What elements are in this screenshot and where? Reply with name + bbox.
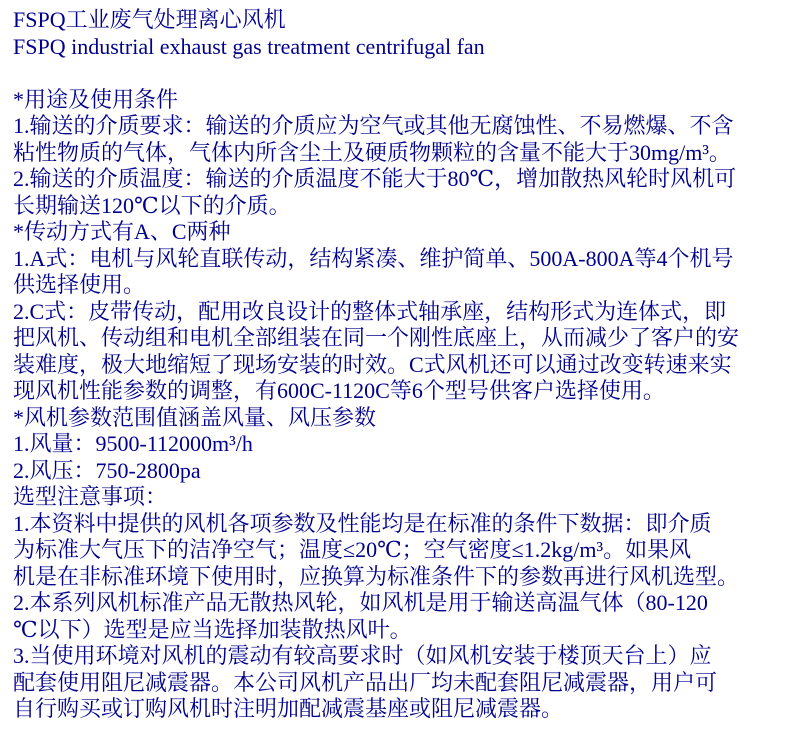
doc-line: 1.输送的介质要求：输送的介质应为空气或其他无腐蚀性、不易燃爆、不含 (13, 113, 734, 138)
doc-line: 长期输送120℃以下的介质。 (13, 192, 291, 218)
doc-line: 1.本资料中提供的风机各项参数及性能均是在标准的条件下数据：即介质 (13, 510, 712, 536)
doc-line: 装难度，极大地缩短了现场安装的时效。C式风机还可以通过改变转速来实 (13, 351, 732, 377)
air-volume-line: 1.风量：9500-112000m³/h (13, 431, 253, 456)
doc-line: 供选择使用。 (13, 272, 146, 297)
doc-line: 自行购买或订购风机时注明加配减震基座或阻尼减震器。 (13, 696, 564, 721)
doc-line: ℃以下）选型是应当选择加装散热风叶。 (13, 616, 412, 642)
doc-line: 机是在非标准环境下使用时，应换算为标准条件下的参数再进行风机选型。 (13, 563, 740, 589)
section-heading-selection-notes: 选型注意事项： (13, 484, 168, 509)
doc-line: 2.输送的介质温度：输送的介质温度不能大于80℃，增加散热风轮时风机可 (13, 166, 737, 191)
doc-line: 粘性物质的气体，气体内所含尘土及硬质物颗粒的含量不能大于30mg/m³。 (13, 139, 731, 165)
doc-line: 配套使用阻尼减震器。本公司风机产品出厂均未配套阻尼减震器，用户可 (13, 669, 718, 695)
section-heading-parameters: *风机参数范围值涵盖风量、风压参数 (13, 404, 377, 430)
air-pressure-line: 2.风压：750-2800pa (13, 457, 201, 483)
section-heading-usage: *用途及使用条件 (13, 86, 179, 112)
doc-line: 3.当使用环境对风机的震动有较高要求时（如风机安装于楼顶天台上）应 (13, 643, 712, 668)
doc-line: 现风机性能参数的调整，有600C-1120C等6个型号供客户选择使用。 (13, 378, 665, 403)
product-title-zh: FSPQ工业废气处理离心风机 (13, 7, 286, 32)
blank-line (13, 60, 792, 87)
doc-line: 2.本系列风机标准产品无散热风轮，如风机是用于输送高温气体（80-120 (13, 590, 708, 615)
doc-line: 为标准大气压下的洁净空气；温度≤20℃；空气密度≤1.2kg/m³。如果风 (13, 537, 692, 562)
doc-line: 把风机、传动组和电机全部组装在同一个刚性底座上，从而减少了客户的安 (13, 325, 740, 350)
section-heading-transmission: *传动方式有A、C两种 (13, 219, 231, 244)
doc-line: 2.C式：皮带传动，配用改良设计的整体式轴承座，结构形式为连体式，即 (13, 298, 727, 324)
doc-line: 1.A式：电机与风轮直联传动，结构紧凑、维护简单、500A-800A等4个机号 (13, 245, 734, 271)
product-title-en: FSPQ industrial exhaust gas treatment centrifugal fan (13, 33, 485, 59)
